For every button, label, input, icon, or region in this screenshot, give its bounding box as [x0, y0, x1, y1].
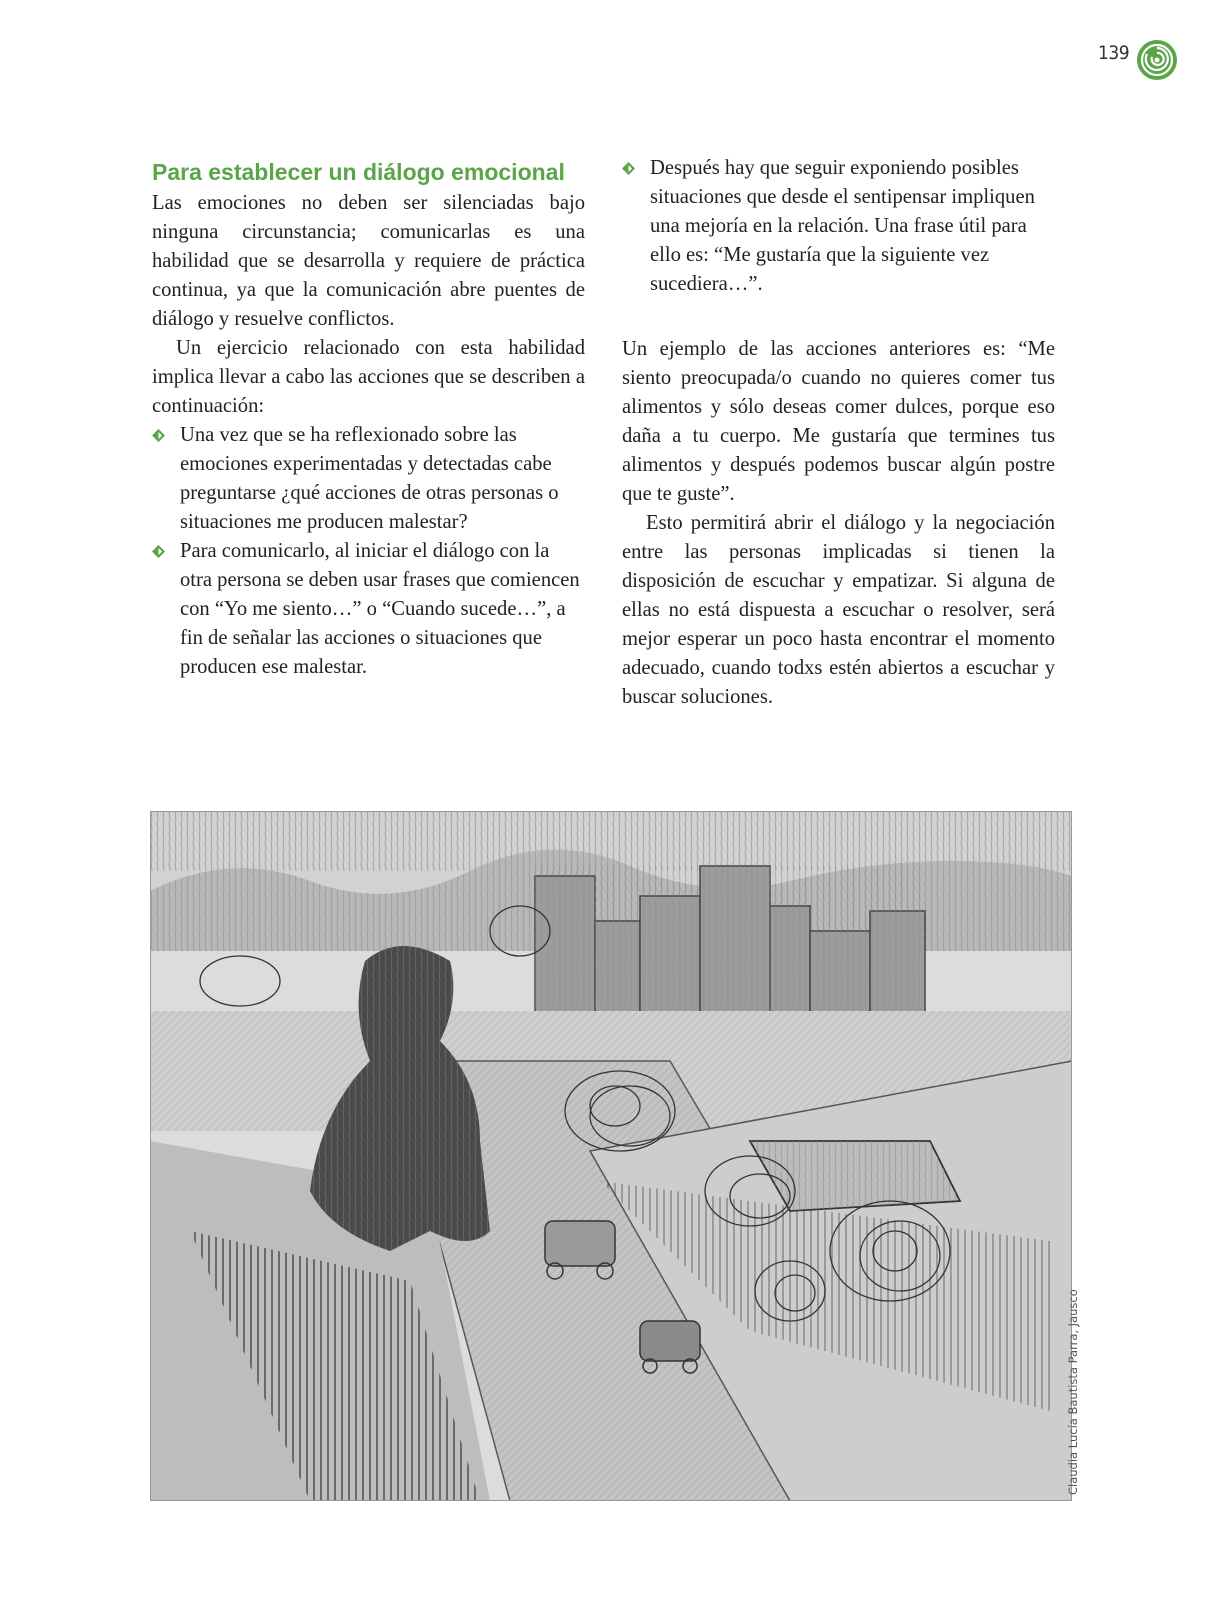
list-item-text: Para comunicarlo, al iniciar el diálogo con la otra persona se deben usar frases que comiencen con “Yo me siento…” o “Cuando sucede…”, a fin de señalar las acciones o situaciones que producen ese malestar. [180, 540, 580, 678]
list-item [152, 537, 585, 682]
bullet-list [152, 421, 585, 682]
page-number: 139 [1098, 42, 1130, 64]
paragraph: Esto permitirá abrir el diálogo y la negociación entre las personas implicadas si tienen la disposición de escuchar y empatizar. Si alguna de ellas no está dispuesta a escuchar o resolver, será mejor esperar un poco hasta encontrar el momento adecuado, cuando todxs estén abiertos a escuchar y buscar soluciones. [622, 512, 1055, 708]
illustration-credit: Claudia Lucía Bautista Parra, Jausco [1066, 1289, 1080, 1495]
paragraph: Las emociones no deben ser silenciadas bajo ninguna circunstancia; comunicarlas es una habilidad que se desarrolla y requiere de práctica continua, ya que la comunicación abre puentes de diálogo y resuelve conflictos. [152, 192, 585, 330]
bullet-list [622, 154, 1055, 299]
list-item [622, 154, 1055, 299]
sketch-illustration [150, 811, 1072, 1501]
paragraph: Un ejercicio relacionado con esta habilidad implica llevar a cabo las acciones que se describen a continuación: [152, 337, 585, 417]
list-item-text: Después hay que seguir exponiendo posibles situaciones que desde el sentipensar impliquen una mejoría en la relación. Una frase útil para ello es: “Me gustaría que la siguiente vez sucediera…”. [650, 157, 1035, 295]
paragraph: Un ejemplo de las acciones anteriores es: “Me siento preocupada/o cuando no quieres comer tus alimentos y sólo deseas comer dulces, porque eso daña a tu cuerpo. Me gustaría que termines tus alimentos y después podemos buscar algún postre que te guste”. [622, 338, 1055, 505]
diamond-bullet-icon [622, 162, 635, 175]
green-spiral-logo-icon [1135, 38, 1179, 82]
section-heading: Para establecer un diálogo emocional [152, 159, 565, 185]
list-item [152, 421, 585, 537]
right-column [622, 154, 1055, 712]
left-column [152, 158, 585, 682]
diamond-bullet-icon [152, 545, 165, 558]
list-item-text: Una vez que se ha reflexionado sobre las emociones experimentadas y detectadas cabe preguntarse ¿qué acciones de otras personas o situaciones me producen malestar? [180, 424, 559, 533]
diamond-bullet-icon [152, 429, 165, 442]
